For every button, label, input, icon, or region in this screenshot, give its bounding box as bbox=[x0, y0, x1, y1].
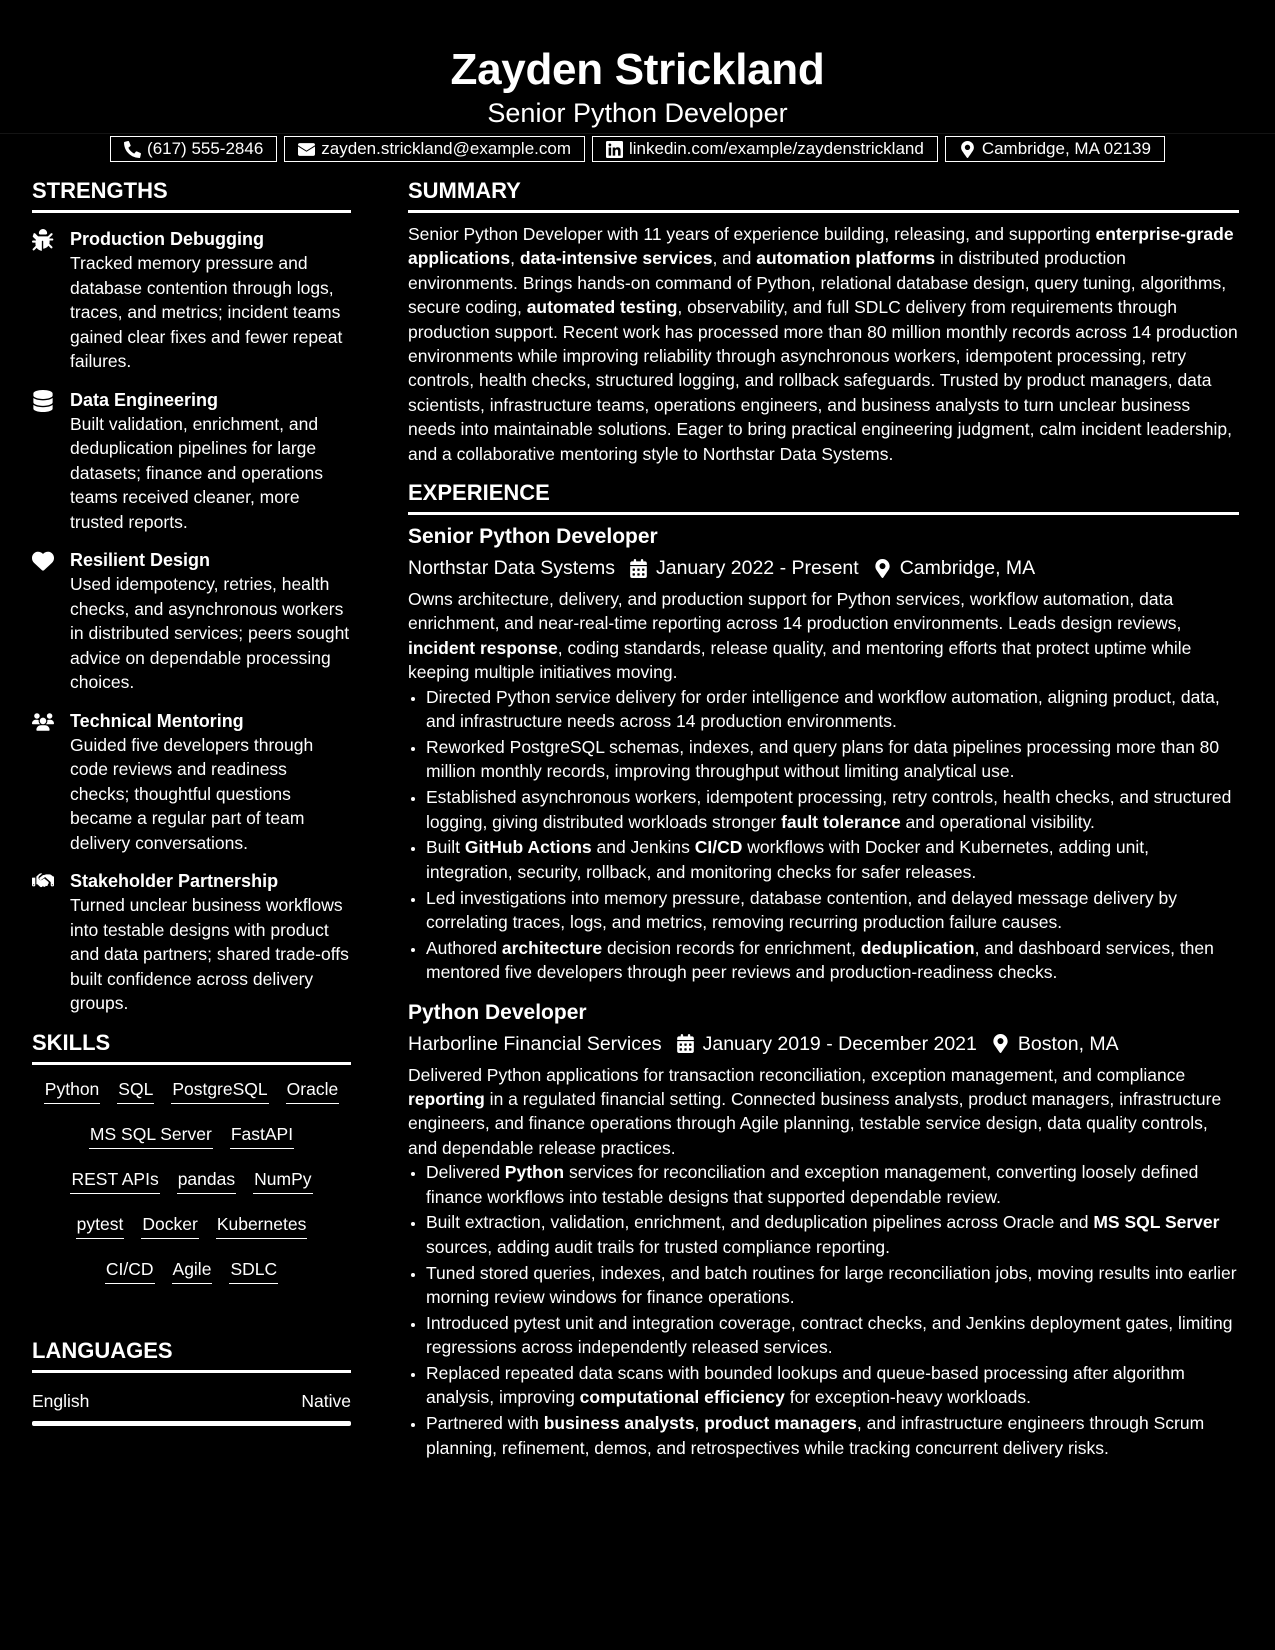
text-segment: sources, adding audit trails for trusted compliance reporting. bbox=[426, 1236, 890, 1257]
map-marker-icon bbox=[873, 559, 892, 578]
emphasis-text: fault tolerance bbox=[781, 811, 901, 832]
emphasis-text: MS SQL Server bbox=[1093, 1212, 1220, 1233]
strength-desc: Built validation, enrichment, and deduplication pipelines for large datasets; finance and operations teams received cleaner, more trusted reports. bbox=[70, 413, 323, 532]
calendar-icon bbox=[676, 1034, 695, 1053]
contact-linkedin[interactable] bbox=[592, 136, 938, 162]
skill-tag: Python bbox=[44, 1077, 100, 1104]
text-segment: services for reconciliation and exception management, converting loosely defined finance workflows into testable designs that supported dependable review. bbox=[426, 1162, 1199, 1207]
skill-tag: Oracle bbox=[286, 1077, 340, 1104]
text-segment: Owns architecture, delivery, and production support for Python services, workflow automation, data enrichment, and near-real-time reporting across 14 production environments. Leads design reviews, bbox=[408, 589, 1182, 634]
phone-icon bbox=[124, 141, 141, 158]
bullet-item bbox=[426, 936, 1239, 985]
contact-email[interactable] bbox=[284, 136, 585, 162]
skill-tag: REST APIs bbox=[70, 1167, 159, 1194]
text-segment: Delivered Python applications for transaction reconciliation, exception management, and compliance bbox=[408, 1064, 1186, 1085]
right-column bbox=[408, 178, 1239, 1461]
bug-icon bbox=[32, 229, 54, 251]
text-segment: Replaced repeated data scans with bounded lookups and queue-based processing after algorithm analysis, improving bbox=[426, 1362, 1185, 1408]
text-segment: workflows with Docker and Kubernetes, adding unit, integration, security, rollback, and monitoring checks for safer releases. bbox=[426, 837, 1149, 882]
strength-item bbox=[32, 227, 351, 374]
emphasis-text: data-intensive services bbox=[519, 248, 713, 269]
experience-section bbox=[408, 480, 1239, 1460]
handshake-icon bbox=[32, 871, 54, 893]
skill-tag: FastAPI bbox=[230, 1122, 294, 1149]
email-text: zayden.strickland@example.com bbox=[321, 139, 571, 158]
text-segment: , and bbox=[712, 248, 757, 269]
strength-item bbox=[32, 548, 351, 695]
emphasis-text: CI/CD bbox=[694, 837, 743, 858]
text-segment: in a regulated financial setting. Connected business analysts, product managers, infrastructure engineers, and finance operations through Agile planning, testable service design, data quality controls, and dependable release practices. bbox=[408, 1088, 1222, 1158]
emphasis-text: reporting bbox=[408, 1088, 485, 1109]
map-marker-icon bbox=[959, 141, 976, 158]
bullet-item bbox=[426, 735, 1239, 784]
strengths-section bbox=[32, 178, 351, 1016]
strength-item bbox=[32, 709, 351, 856]
map-marker-icon bbox=[991, 1034, 1010, 1053]
job-dates: January 2022 - Present bbox=[655, 557, 859, 580]
job-bullets bbox=[408, 685, 1239, 985]
bullet-item bbox=[426, 1160, 1239, 1209]
skills-section bbox=[32, 1030, 351, 1302]
emphasis-text: business analysts bbox=[543, 1413, 695, 1434]
skill-tag: Docker bbox=[141, 1212, 198, 1239]
contact-phone[interactable] bbox=[110, 136, 277, 162]
text-segment: , coding standards, release quality, and mentoring efforts that protect uptime while keeping multiple initiatives moving. bbox=[408, 637, 1192, 683]
text-segment: and Jenkins bbox=[591, 837, 695, 858]
text-segment: , bbox=[694, 1413, 705, 1434]
skill-tag: MS SQL Server bbox=[89, 1122, 213, 1149]
phone-text: (617) 555-2846 bbox=[147, 139, 264, 158]
skill-row bbox=[36, 1122, 347, 1167]
language-name: English bbox=[32, 1390, 90, 1411]
strength-desc: Guided five developers through code reviews and readiness checks; thoughtful questions became a regular part of team delivery conversations. bbox=[70, 734, 314, 853]
text-segment: , and dashboard services, then mentored five developers through peer reviews and production-readiness checks. bbox=[426, 937, 1214, 983]
strength-desc: Turned unclear business workflows into testable designs with product and data partners; shared trade-offs built confidence across delivery groups. bbox=[70, 895, 349, 1013]
text-segment: Directed Python service delivery for order intelligence and workflow automation, aligning product, data, and infrastructure needs across 14 production environments. bbox=[426, 686, 1220, 732]
job-location: Cambridge, MA bbox=[899, 557, 1036, 580]
heart-icon bbox=[32, 550, 54, 572]
resume-header bbox=[0, 0, 1275, 158]
bullet-item bbox=[426, 1261, 1239, 1310]
bullet-item bbox=[426, 685, 1239, 734]
skill-tag: PostgreSQL bbox=[171, 1077, 268, 1104]
bullet-item bbox=[426, 1361, 1239, 1410]
languages-section bbox=[32, 1338, 351, 1426]
strengths-heading: STRENGTHS bbox=[32, 178, 351, 213]
emphasis-text: automation platforms bbox=[756, 248, 936, 269]
left-column bbox=[32, 178, 351, 1426]
linkedin-icon bbox=[606, 141, 623, 158]
bullet-item bbox=[426, 1210, 1239, 1259]
experience-heading: EXPERIENCE bbox=[408, 480, 1239, 515]
text-segment: for exception-heavy workloads. bbox=[784, 1387, 1031, 1408]
candidate-title: Senior Python Developer bbox=[487, 98, 788, 128]
database-icon bbox=[32, 390, 54, 412]
text-segment: Reworked PostgreSQL schemas, indexes, and query plans for data pipelines processing more than 80 million monthly records, improving throughput without limiting analytical use. bbox=[426, 736, 1220, 782]
skill-tag: pandas bbox=[177, 1167, 236, 1194]
strength-desc: Tracked memory pressure and database contention through logs, traces, and metrics; incident teams gained clear fixes and fewer repeat failures. bbox=[70, 253, 343, 371]
emphasis-text: deduplication bbox=[860, 937, 975, 958]
contact-bar bbox=[0, 136, 1275, 162]
emphasis-text: automated testing bbox=[526, 297, 678, 318]
skills-heading: SKILLS bbox=[32, 1030, 351, 1065]
job-title: Senior Python Developer bbox=[408, 525, 658, 549]
location-text: Cambridge, MA 02139 bbox=[981, 139, 1151, 158]
job-entry bbox=[408, 523, 1239, 984]
emphasis-text: incident response bbox=[408, 637, 558, 658]
text-segment: Authored bbox=[426, 937, 502, 958]
text-segment: Led investigations into memory pressure, database contention, and delayed message delivery by correlating traces, logs, and metrics, removing recurring production failure causes. bbox=[426, 887, 1177, 932]
emphasis-text: product managers bbox=[704, 1413, 857, 1434]
language-row bbox=[32, 1389, 351, 1413]
skill-tag: CI/CD bbox=[105, 1257, 155, 1284]
text-segment: Built extraction, validation, enrichment, and deduplication pipelines across Oracle and bbox=[426, 1212, 1094, 1233]
job-title: Python Developer bbox=[408, 1000, 587, 1024]
strength-title: Data Engineering bbox=[70, 389, 219, 410]
skill-tag: SQL bbox=[117, 1077, 154, 1104]
emphasis-text: Python bbox=[504, 1162, 565, 1183]
job-description bbox=[408, 1063, 1239, 1161]
summary-text bbox=[408, 222, 1239, 466]
bullet-item bbox=[426, 1411, 1239, 1460]
text-segment: decision records for enrichment, bbox=[602, 937, 861, 958]
text-segment: Delivered bbox=[426, 1162, 505, 1183]
text-segment: , bbox=[510, 248, 520, 269]
language-level: Native bbox=[301, 1390, 351, 1411]
skill-row bbox=[36, 1167, 347, 1212]
text-segment: Tuned stored queries, indexes, and batch routines for large reconciliation jobs, moving results into earlier morning review windows for finance operations. bbox=[426, 1262, 1237, 1307]
text-segment: and operational visibility. bbox=[900, 811, 1095, 832]
strength-item bbox=[32, 388, 351, 535]
contact-location[interactable] bbox=[945, 136, 1165, 162]
bullet-item bbox=[426, 785, 1239, 834]
summary-heading: SUMMARY bbox=[408, 178, 1239, 213]
calendar-icon bbox=[629, 559, 648, 578]
strength-title: Resilient Design bbox=[70, 550, 211, 570]
strength-item bbox=[32, 869, 351, 1016]
language-proficiency-bar bbox=[32, 1421, 351, 1426]
bullet-item bbox=[426, 835, 1239, 884]
text-segment: , observability, and full SDLC delivery from requirements through production support. Recent work has processed more than 80 million monthly records across 14 production environments while improving reliability through asynchronous workers, idempotent processing, retry controls, health checks, structured logging, and rollback safeguards. Trusted by product managers, data scientists, infrastructure teams, operations engineers, and business analysts to turn unclear business needs into maintainable solutions. Eager to bring practical engineering judgment, calm incident leadership, and a collaborative mentoring style to Northstar Data Systems. bbox=[408, 297, 1238, 464]
job-bullets bbox=[408, 1160, 1239, 1460]
skill-tag: NumPy bbox=[253, 1167, 312, 1194]
envelope-icon bbox=[298, 141, 315, 158]
languages-heading: LANGUAGES bbox=[32, 1338, 351, 1373]
job-company: Northstar Data Systems bbox=[408, 557, 615, 580]
skills-list bbox=[32, 1077, 351, 1302]
emphasis-text: enterprise-grade applications bbox=[408, 224, 1234, 269]
strength-title: Production Debugging bbox=[70, 229, 264, 249]
emphasis-text: GitHub Actions bbox=[464, 837, 592, 858]
job-entry bbox=[408, 999, 1239, 1460]
text-segment: in distributed production environments. Brings hands-on command of Python, relational database design, query tuning, algorithms, secure coding, bbox=[408, 248, 1227, 318]
bullet-item bbox=[426, 1311, 1239, 1360]
strength-title: Stakeholder Partnership bbox=[70, 871, 279, 891]
text-segment: Partnered with bbox=[426, 1413, 544, 1434]
job-description bbox=[408, 587, 1239, 685]
skill-tag: SDLC bbox=[229, 1257, 278, 1284]
job-meta bbox=[408, 554, 1239, 582]
emphasis-text: computational efficiency bbox=[579, 1387, 785, 1408]
job-location: Boston, MA bbox=[1017, 1032, 1119, 1055]
candidate-name: Zayden Strickland bbox=[450, 45, 825, 94]
skill-row bbox=[36, 1257, 347, 1302]
skill-tag: pytest bbox=[76, 1212, 125, 1239]
skill-tag: Kubernetes bbox=[216, 1212, 308, 1239]
job-company: Harborline Financial Services bbox=[408, 1032, 662, 1055]
job-meta bbox=[408, 1030, 1239, 1058]
emphasis-text: architecture bbox=[501, 937, 603, 958]
skill-tag: Agile bbox=[172, 1257, 213, 1284]
text-segment: , and infrastructure engineers through Scrum planning, refinement, demos, and retrospectives while tracking concurrent delivery risks. bbox=[426, 1413, 1205, 1458]
text-segment: Established asynchronous workers, idempotent processing, retry controls, health checks, and structured logging, giving distributed workloads stronger bbox=[426, 787, 1232, 832]
users-icon bbox=[32, 711, 54, 733]
summary-section bbox=[408, 178, 1239, 466]
text-segment: Senior Python Developer with 11 years of experience building, releasing, and supporting bbox=[408, 224, 1096, 244]
job-dates: January 2019 - December 2021 bbox=[702, 1032, 977, 1055]
skill-row bbox=[36, 1212, 347, 1257]
text-segment: Built bbox=[426, 837, 465, 858]
strength-desc: Used idempotency, retries, health checks, and asynchronous workers in distributed services; peers sought advice on dependable processing choices. bbox=[70, 574, 350, 692]
text-segment: Introduced pytest unit and integration coverage, contract checks, and Jenkins deployment gates, limiting regressions across independently released services. bbox=[426, 1312, 1233, 1358]
bullet-item bbox=[426, 886, 1239, 935]
linkedin-text: linkedin.com/example/zaydenstrickland bbox=[629, 139, 924, 158]
skill-row bbox=[36, 1077, 347, 1122]
strength-title: Technical Mentoring bbox=[70, 710, 244, 731]
